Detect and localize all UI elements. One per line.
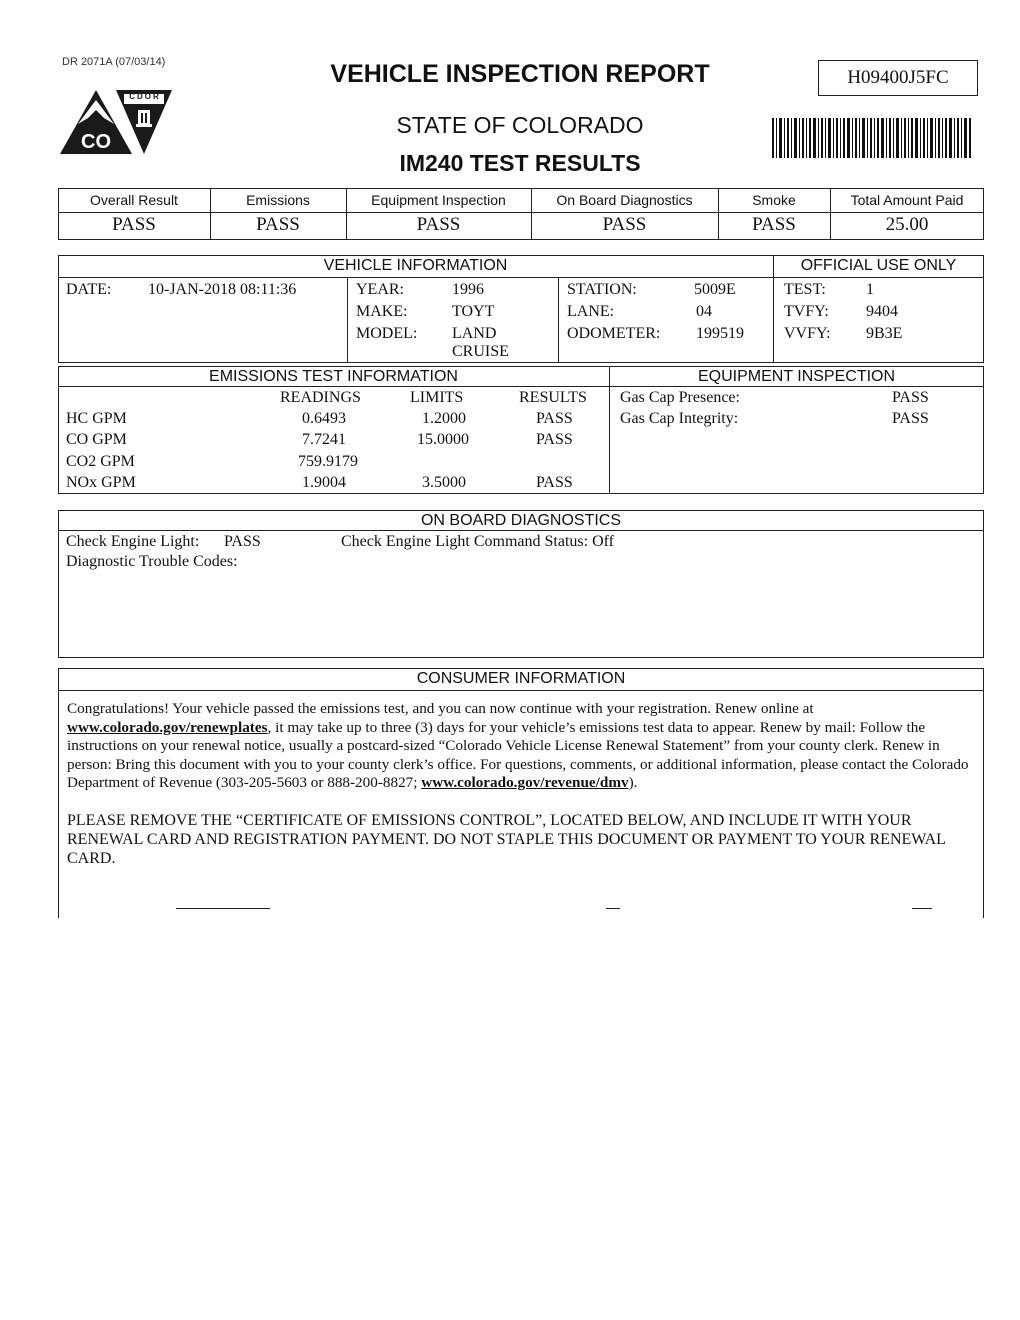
- station-value: 5009E: [694, 281, 736, 298]
- emissions-row-reading: 759.9179: [298, 453, 358, 470]
- tvfy-value: 9404: [866, 303, 898, 320]
- gas-cap-presence-label: Gas Cap Presence:: [620, 389, 740, 406]
- emissions-row-limit: 15.0000: [417, 431, 469, 448]
- report-subtitle-state: STATE OF COLORADO: [396, 112, 644, 138]
- summary-header-emissions: Emissions: [246, 192, 310, 208]
- report-id: H09400J5FC: [818, 60, 978, 96]
- tear-line: [912, 908, 932, 909]
- form-number: DR 2071A (07/03/14): [62, 56, 166, 68]
- tvfy-label: TVFY:: [784, 303, 829, 320]
- emissions-row-result: PASS: [536, 410, 573, 427]
- test-label: TEST:: [784, 281, 826, 298]
- check-engine-light-command: Check Engine Light Command Status: Off: [341, 533, 615, 550]
- emissions-row-limit: 3.5000: [422, 474, 466, 491]
- diagnostic-trouble-codes-label: Diagnostic Trouble Codes:: [66, 553, 238, 570]
- equipment-heading: EQUIPMENT INSPECTION: [697, 368, 896, 385]
- summary-header-equipment: Equipment Inspection: [371, 192, 506, 208]
- emissions-row-name: NOx GPM: [66, 474, 136, 491]
- report-subtitle-test: IM240 TEST RESULTS: [399, 150, 641, 176]
- consumer-text: Congratulations! Your vehicle passed the emissions test, and you can now continue with your registration. Renew online at: [67, 700, 814, 717]
- summary-header-smoke: Smoke: [752, 192, 796, 208]
- consumer-paragraph-1: [67, 700, 979, 793]
- tear-line: [176, 908, 270, 909]
- gas-cap-integrity-label: Gas Cap Integrity:: [620, 410, 739, 427]
- consumer-text: , it may take up to three (3) days for your vehicle’s emissions test data to appear. Renew by mail: Follow the instructions on your renewal notice, usually a postcard-sized “Colorado Vehicle License Renewal Statement” from your county clerk. Renew in person: Bring this document with you to your county clerk’s office. For questions, comments, or additional information, please contact the Colorado Department of Revenue (303-205-5603 or 888-200-8827;: [67, 718, 969, 792]
- official-use-heading: OFFICIAL USE ONLY: [800, 257, 957, 274]
- gas-cap-integrity-value: PASS: [892, 410, 929, 427]
- svg-text:CO: CO: [81, 131, 111, 153]
- emissions-col-readings: READINGS: [280, 389, 361, 406]
- emissions-row-reading: 7.7241: [302, 431, 346, 448]
- model-value-line2: CRUISE: [452, 343, 509, 360]
- test-value: 1: [866, 281, 874, 298]
- logo-agency-text: CDOR: [129, 92, 161, 101]
- emissions-row-reading: 0.6493: [302, 410, 346, 427]
- obd-heading: ON BOARD DIAGNOSTICS: [420, 512, 622, 529]
- summary-value-overall: PASS: [112, 214, 156, 235]
- year-label: YEAR:: [356, 281, 404, 298]
- barcode-icon: [772, 118, 972, 158]
- consumer-text: ).: [628, 774, 638, 792]
- make-value: TOYT: [452, 303, 495, 320]
- odometer-value: 199519: [696, 325, 744, 342]
- vehicle-info-heading: VEHICLE INFORMATION: [323, 257, 508, 274]
- cdor-logo: [58, 86, 178, 158]
- summary-value-amount: 25.00: [885, 214, 929, 235]
- report-title: VEHICLE INSPECTION REPORT: [330, 60, 710, 88]
- vvfy-value: 9B3E: [866, 325, 903, 342]
- date-label: DATE:: [66, 281, 112, 298]
- emissions-col-results: RESULTS: [519, 389, 587, 406]
- barcode: [772, 118, 972, 158]
- emissions-heading: EMISSIONS TEST INFORMATION: [209, 368, 458, 385]
- check-engine-light-value: PASS: [224, 533, 261, 550]
- emissions-row-name: CO GPM: [66, 431, 127, 448]
- emissions-row-result: PASS: [536, 474, 573, 491]
- summary-value-equipment: PASS: [416, 214, 461, 235]
- odometer-label: ODOMETER:: [567, 325, 661, 342]
- summary-header-obd: On Board Diagnostics: [556, 192, 693, 208]
- emissions-row-limit: 1.2000: [422, 410, 466, 427]
- model-label: MODEL:: [356, 325, 418, 342]
- make-label: MAKE:: [356, 303, 408, 320]
- summary-value-obd: PASS: [602, 214, 647, 235]
- summary-value-smoke: PASS: [752, 214, 796, 235]
- emissions-row-result: PASS: [536, 431, 573, 448]
- emissions-row-name: CO2 GPM: [66, 453, 135, 470]
- vvfy-label: VVFY:: [784, 325, 831, 342]
- summary-header-amount: Total Amount Paid: [850, 192, 964, 208]
- renewplates-link[interactable]: www.colorado.gov/renewplates: [67, 718, 268, 736]
- station-label: STATION:: [567, 281, 637, 298]
- date-value: 10-JAN-2018 08:11:36: [148, 281, 297, 298]
- emissions-row-reading: 1.9004: [302, 474, 346, 491]
- gas-cap-presence-value: PASS: [892, 389, 929, 406]
- model-value-line1: LAND: [452, 325, 497, 342]
- summary-header-overall: Overall Result: [90, 192, 178, 208]
- tear-line: [606, 908, 620, 909]
- check-engine-light-label: Check Engine Light:: [66, 533, 200, 550]
- year-value: 1996: [452, 281, 484, 298]
- lane-value: 04: [696, 303, 712, 320]
- emissions-col-limits: LIMITS: [410, 389, 464, 406]
- emissions-row-name: HC GPM: [66, 410, 127, 427]
- revenue-dmv-link[interactable]: www.colorado.gov/revenue/dmv: [421, 774, 629, 792]
- summary-value-emissions: PASS: [256, 214, 300, 235]
- lane-label: LANE:: [567, 303, 615, 320]
- consumer-paragraph-2: PLEASE REMOVE THE “CERTIFICATE OF EMISSIONS CONTROL”, LOCATED BELOW, AND INCLUDE IT WITH YOUR RENEWAL CARD AND REGISTRATION PAYMENT. DO NOT STAPLE THIS DOCUMENT OR PAYMENT TO YOUR RENEWAL CARD.: [67, 812, 946, 867]
- consumer-info-heading: CONSUMER INFORMATION: [416, 670, 626, 687]
